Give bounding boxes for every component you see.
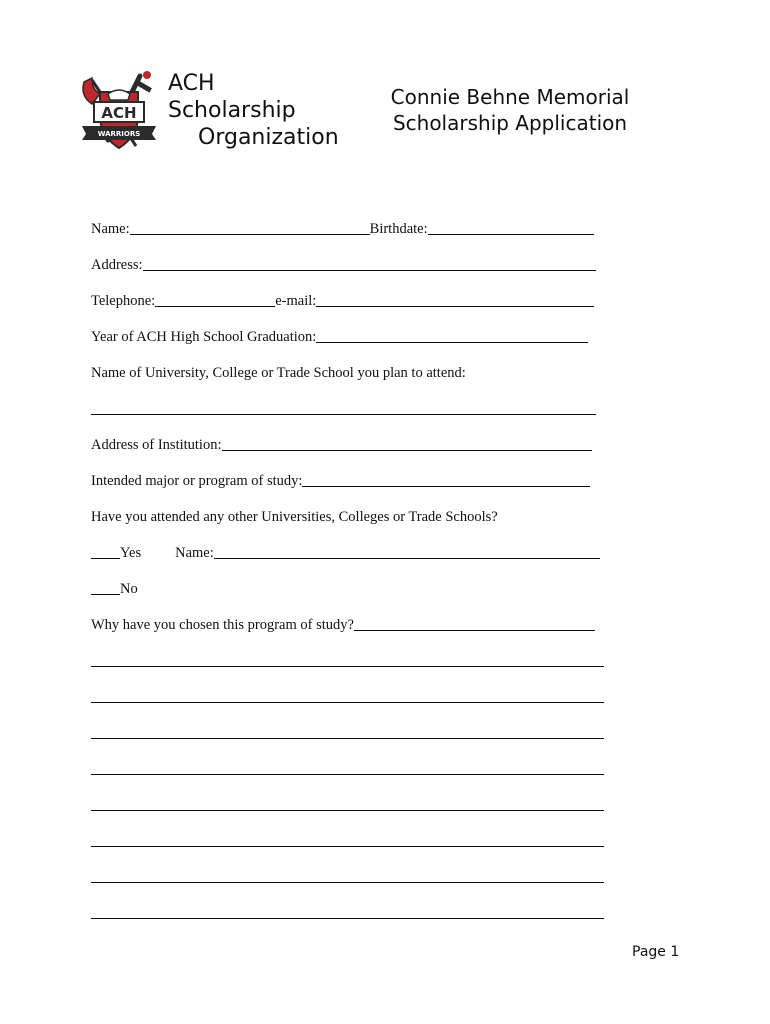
graduation-label: Year of ACH High School Graduation: — [91, 329, 317, 345]
title-line-2: Scholarship Application — [392, 111, 628, 135]
graduation-field[interactable] — [316, 330, 588, 343]
page-number: Page 1 — [632, 944, 680, 960]
school-row — [91, 400, 596, 418]
address-field[interactable] — [143, 258, 596, 271]
attended-question: Have you attended any other Universities, Colleges or Trade Schools? — [91, 509, 498, 525]
major-row — [91, 472, 590, 490]
address-row — [91, 256, 596, 274]
answer-line — [91, 760, 604, 778]
org-line-1: ACH — [168, 71, 215, 96]
attended-name-field[interactable] — [214, 546, 600, 559]
no-row — [91, 580, 138, 598]
major-label: Intended major or program of study: — [91, 473, 303, 489]
answer-line — [91, 868, 604, 886]
yes-label: Yes — [120, 545, 142, 561]
email-field[interactable] — [316, 294, 594, 307]
answer-field[interactable] — [91, 870, 604, 883]
logo-ach-text: ACH — [101, 104, 137, 122]
answer-line — [91, 796, 604, 814]
answer-field[interactable] — [91, 798, 604, 811]
answer-field[interactable] — [91, 654, 604, 667]
institution-address-label: Address of Institution: — [91, 437, 222, 453]
yes-checkbox-line[interactable] — [91, 546, 120, 559]
answer-line — [91, 904, 604, 922]
address-label: Address: — [91, 257, 143, 273]
telephone-label: Telephone: — [91, 293, 156, 309]
name-field[interactable] — [130, 222, 370, 235]
name-row — [91, 220, 594, 238]
why-field[interactable] — [354, 618, 595, 631]
answer-line — [91, 688, 604, 706]
answer-line — [91, 724, 604, 742]
why-row — [91, 616, 595, 634]
why-label: Why have you chosen this program of study? — [91, 617, 354, 633]
logo-banner-text: WARRIORS — [97, 130, 141, 138]
title-line-1: Connie Behne Memorial — [390, 85, 630, 109]
answer-field[interactable] — [91, 906, 604, 919]
organization-title — [168, 70, 339, 151]
no-checkbox-line[interactable] — [91, 582, 120, 595]
name-label: Name: — [91, 221, 130, 237]
org-line-2: Scholarship — [168, 98, 296, 123]
birthdate-field[interactable] — [428, 222, 594, 235]
no-label: No — [120, 581, 138, 597]
yes-row — [91, 544, 600, 562]
school-question: Name of University, College or Trade School you plan to attend: — [91, 365, 466, 381]
answer-field[interactable] — [91, 726, 604, 739]
email-label: e-mail: — [275, 293, 317, 309]
graduation-row — [91, 328, 588, 346]
org-line-3: Organization — [198, 125, 339, 150]
major-field[interactable] — [302, 474, 590, 487]
answer-line — [91, 832, 604, 850]
birthdate-label: Birthdate: — [369, 221, 428, 237]
ach-warriors-logo — [78, 70, 160, 154]
answer-field[interactable] — [91, 762, 604, 775]
attended-name-label: Name: — [175, 545, 214, 561]
answer-field[interactable] — [91, 690, 604, 703]
answer-line — [91, 652, 604, 670]
institution-address-row — [91, 436, 592, 454]
institution-address-field[interactable] — [222, 438, 592, 451]
answer-field[interactable] — [91, 834, 604, 847]
contact-row — [91, 292, 594, 310]
telephone-field[interactable] — [155, 294, 275, 307]
school-field[interactable] — [91, 402, 596, 415]
document-title — [370, 84, 650, 136]
